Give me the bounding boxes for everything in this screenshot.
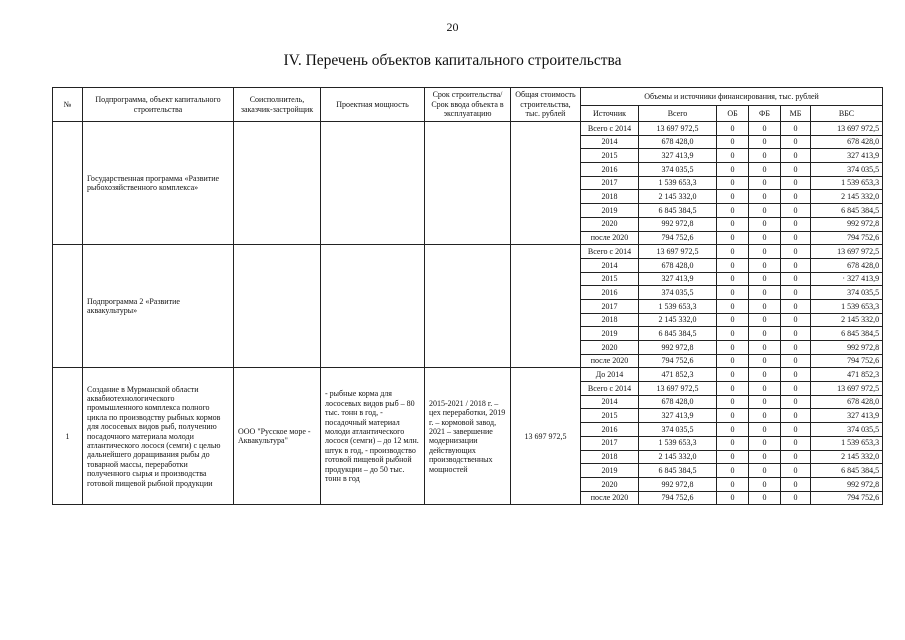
cell-source: 2014 [581,395,639,409]
cell-all: 374 035,5 [639,163,717,177]
table-row [53,368,883,382]
cell-all: 992 972,8 [639,341,717,355]
row-number: 1 [53,368,83,505]
cell-fb: 0 [749,423,781,437]
cell-mb: 0 [781,245,811,259]
row-number [53,122,83,245]
cell-mb: 0 [781,299,811,313]
cell-vbs: 992 972,8 [811,217,883,231]
executor-name [234,122,321,245]
cell-mb: 0 [781,423,811,437]
design-capacity: - рыбные корма для лососевых видов рыб – 80 тыс. тонн в год, - посадочный материал молоди атлантического лосося (семги) – до 12 млн. штук в год, - производство готовой пищевой рыбной продукции – до 50 тыс. тонн в год [321,368,425,505]
header-executor: Соисполнитель, заказчик-застройщик [234,88,321,122]
cell-ob: 0 [717,341,749,355]
cell-source: 2015 [581,272,639,286]
cell-vbs: 327 413,9 [811,409,883,423]
cell-vbs: 374 035,5 [811,423,883,437]
cell-mb: 0 [781,491,811,505]
cell-vbs: 678 428,0 [811,135,883,149]
cell-fb: 0 [749,299,781,313]
cell-ob: 0 [717,313,749,327]
cell-vbs: 13 697 972,5 [811,122,883,136]
total-cost: 13 697 972,5 [511,368,581,505]
cell-mb: 0 [781,450,811,464]
cell-fb: 0 [749,204,781,218]
cell-mb: 0 [781,341,811,355]
cell-ob: 0 [717,491,749,505]
cell-mb: 0 [781,395,811,409]
cell-ob: 0 [717,272,749,286]
cell-all: 6 845 384,5 [639,464,717,478]
header-all: Всего [639,106,717,122]
cell-source: после 2020 [581,354,639,368]
cell-ob: 0 [717,423,749,437]
cell-fb: 0 [749,149,781,163]
cell-fb: 0 [749,245,781,259]
cell-all: 374 035,5 [639,286,717,300]
cell-vbs: 13 697 972,5 [811,382,883,396]
cell-all: 327 413,9 [639,409,717,423]
cell-ob: 0 [717,204,749,218]
cell-mb: 0 [781,436,811,450]
cell-all: 2 145 332,0 [639,450,717,464]
cell-fb: 0 [749,272,781,286]
cell-all: 327 413,9 [639,272,717,286]
cell-vbs: · 327 413,9 [811,272,883,286]
row-number [53,245,83,368]
cell-all: 471 852,3 [639,368,717,382]
cell-vbs: 2 145 332,0 [811,190,883,204]
cell-ob: 0 [717,368,749,382]
cell-vbs: 794 752,6 [811,491,883,505]
cell-ob: 0 [717,135,749,149]
cell-vbs: 794 752,6 [811,231,883,245]
cell-all: 1 539 653,3 [639,436,717,450]
cell-vbs: 2 145 332,0 [811,313,883,327]
header-vbs: ВБС [811,106,883,122]
construction-term [425,245,511,368]
cell-fb: 0 [749,491,781,505]
cell-all: 1 539 653,3 [639,299,717,313]
header-financing: Объемы и источники финансирования, тыс. рублей [581,88,883,106]
header-program: Подпрограмма, объект капитального строительства [83,88,234,122]
cell-mb: 0 [781,477,811,491]
cell-all: 2 145 332,0 [639,313,717,327]
cell-fb: 0 [749,135,781,149]
cell-ob: 0 [717,149,749,163]
cell-vbs: 13 697 972,5 [811,245,883,259]
cell-mb: 0 [781,272,811,286]
cell-vbs: 992 972,8 [811,477,883,491]
header-fb: ФБ [749,106,781,122]
cell-source: 2014 [581,258,639,272]
cell-ob: 0 [717,245,749,259]
cell-ob: 0 [717,163,749,177]
cell-mb: 0 [781,313,811,327]
header-capacity: Проектная мощность [321,88,425,122]
executor-name [234,245,321,368]
cell-all: 992 972,8 [639,217,717,231]
total-cost [511,245,581,368]
cell-fb: 0 [749,217,781,231]
cell-source: 2014 [581,135,639,149]
cell-mb: 0 [781,176,811,190]
cell-ob: 0 [717,395,749,409]
cell-ob: 0 [717,217,749,231]
cell-vbs: 678 428,0 [811,258,883,272]
cell-source: Всего с 2014 [581,382,639,396]
cell-source: 2016 [581,286,639,300]
cell-source: 2020 [581,477,639,491]
cell-all: 13 697 972,5 [639,122,717,136]
cell-mb: 0 [781,382,811,396]
object-name: Государственная программа «Развитие рыбохозяйственного комплекса» [83,122,234,245]
cell-ob: 0 [717,477,749,491]
cell-mb: 0 [781,190,811,204]
cell-mb: 0 [781,409,811,423]
cell-ob: 0 [717,190,749,204]
cell-mb: 0 [781,135,811,149]
cell-source: 2017 [581,436,639,450]
cell-fb: 0 [749,409,781,423]
page-title: IV. Перечень объектов капитального строительства [283,52,622,69]
cell-source: 2017 [581,299,639,313]
cell-vbs: 327 413,9 [811,149,883,163]
cell-all: 6 845 384,5 [639,327,717,341]
cell-source: 2015 [581,409,639,423]
table-row [53,245,883,259]
cell-all: 13 697 972,5 [639,245,717,259]
header-mb: МБ [781,106,811,122]
cell-vbs: 1 539 653,3 [811,436,883,450]
cell-mb: 0 [781,231,811,245]
cell-vbs: 678 428,0 [811,395,883,409]
cell-fb: 0 [749,368,781,382]
cell-source: 2016 [581,423,639,437]
cell-ob: 0 [717,176,749,190]
cell-vbs: 374 035,5 [811,286,883,300]
construction-term: 2015-2021 / 2018 г. – цех переработки, 2019 г. – кормовой завод, 2021 – завершение модернизации действующих производственных мощностей [425,368,511,505]
cell-source: 2019 [581,327,639,341]
cell-ob: 0 [717,231,749,245]
cell-fb: 0 [749,313,781,327]
cell-all: 374 035,5 [639,423,717,437]
cell-source: Всего с 2014 [581,245,639,259]
cell-all: 678 428,0 [639,395,717,409]
cell-all: 327 413,9 [639,149,717,163]
cell-mb: 0 [781,258,811,272]
cell-source: после 2020 [581,491,639,505]
cell-mb: 0 [781,327,811,341]
cell-vbs: 471 852,3 [811,368,883,382]
cell-mb: 0 [781,354,811,368]
cell-ob: 0 [717,299,749,313]
cell-vbs: 992 972,8 [811,341,883,355]
cell-fb: 0 [749,341,781,355]
design-capacity [321,122,425,245]
cell-fb: 0 [749,450,781,464]
cell-fb: 0 [749,176,781,190]
cell-vbs: 1 539 653,3 [811,176,883,190]
cell-vbs: 6 845 384,5 [811,327,883,341]
cell-source: 2018 [581,190,639,204]
cell-ob: 0 [717,327,749,341]
cell-all: 678 428,0 [639,135,717,149]
cell-source: 2020 [581,217,639,231]
object-name: Подпрограмма 2 «Развитие аквакультуры» [83,245,234,368]
cell-source: 2015 [581,149,639,163]
cell-all: 794 752,6 [639,491,717,505]
cell-source: 2016 [581,163,639,177]
header-total-cost: Общая стоимость строительства, тыс. рублей [511,88,581,122]
cell-fb: 0 [749,436,781,450]
cell-source: 2019 [581,464,639,478]
table-row [53,122,883,136]
cell-source: после 2020 [581,231,639,245]
cell-vbs: 1 539 653,3 [811,299,883,313]
cell-mb: 0 [781,204,811,218]
cell-ob: 0 [717,436,749,450]
header-num: № [53,88,83,122]
cell-all: 678 428,0 [639,258,717,272]
cell-source: 2019 [581,204,639,218]
capital-construction-table [52,87,883,505]
cell-fb: 0 [749,286,781,300]
cell-ob: 0 [717,450,749,464]
header-source: Источник [581,106,639,122]
cell-source: 2020 [581,341,639,355]
cell-vbs: 2 145 332,0 [811,450,883,464]
cell-fb: 0 [749,382,781,396]
cell-ob: 0 [717,122,749,136]
cell-fb: 0 [749,163,781,177]
cell-vbs: 6 845 384,5 [811,464,883,478]
cell-vbs: 374 035,5 [811,163,883,177]
cell-ob: 0 [717,286,749,300]
cell-fb: 0 [749,395,781,409]
cell-fb: 0 [749,122,781,136]
cell-all: 794 752,6 [639,231,717,245]
design-capacity [321,245,425,368]
cell-all: 794 752,6 [639,354,717,368]
cell-ob: 0 [717,258,749,272]
cell-fb: 0 [749,231,781,245]
header-ob: ОБ [717,106,749,122]
cell-all: 1 539 653,3 [639,176,717,190]
cell-fb: 0 [749,327,781,341]
cell-all: 6 845 384,5 [639,204,717,218]
cell-vbs: 794 752,6 [811,354,883,368]
cell-mb: 0 [781,217,811,231]
cell-source: До 2014 [581,368,639,382]
cell-ob: 0 [717,382,749,396]
cell-all: 992 972,8 [639,477,717,491]
cell-fb: 0 [749,477,781,491]
cell-source: Всего с 2014 [581,122,639,136]
cell-mb: 0 [781,163,811,177]
cell-mb: 0 [781,368,811,382]
cell-ob: 0 [717,464,749,478]
total-cost [511,122,581,245]
page-number: 20 [446,20,459,34]
cell-source: 2018 [581,313,639,327]
cell-mb: 0 [781,464,811,478]
cell-all: 2 145 332,0 [639,190,717,204]
executor-name: ООО "Русское море - Аквакультура" [234,368,321,505]
cell-fb: 0 [749,258,781,272]
cell-fb: 0 [749,354,781,368]
cell-mb: 0 [781,286,811,300]
cell-ob: 0 [717,409,749,423]
cell-vbs: 6 845 384,5 [811,204,883,218]
cell-mb: 0 [781,149,811,163]
cell-ob: 0 [717,354,749,368]
construction-term [425,122,511,245]
header-term: Срок строительства/ Срок ввода объекта в эксплуатацию [425,88,511,122]
cell-fb: 0 [749,190,781,204]
object-name: Создание в Мурманской области аквабиотехнологического промышленного комплекса полного цикла по производству рыбных кормов для лососевых видов рыб, получению посадочного материала молоди атлантического лосося (семги) с целью дальнейшего доращивания рыбы до товарной массы, переработки полученного сырья и производства готовой пищевой рыбной продукции [83,368,234,505]
cell-all: 13 697 972,5 [639,382,717,396]
cell-source: 2018 [581,450,639,464]
cell-fb: 0 [749,464,781,478]
cell-mb: 0 [781,122,811,136]
cell-source: 2017 [581,176,639,190]
